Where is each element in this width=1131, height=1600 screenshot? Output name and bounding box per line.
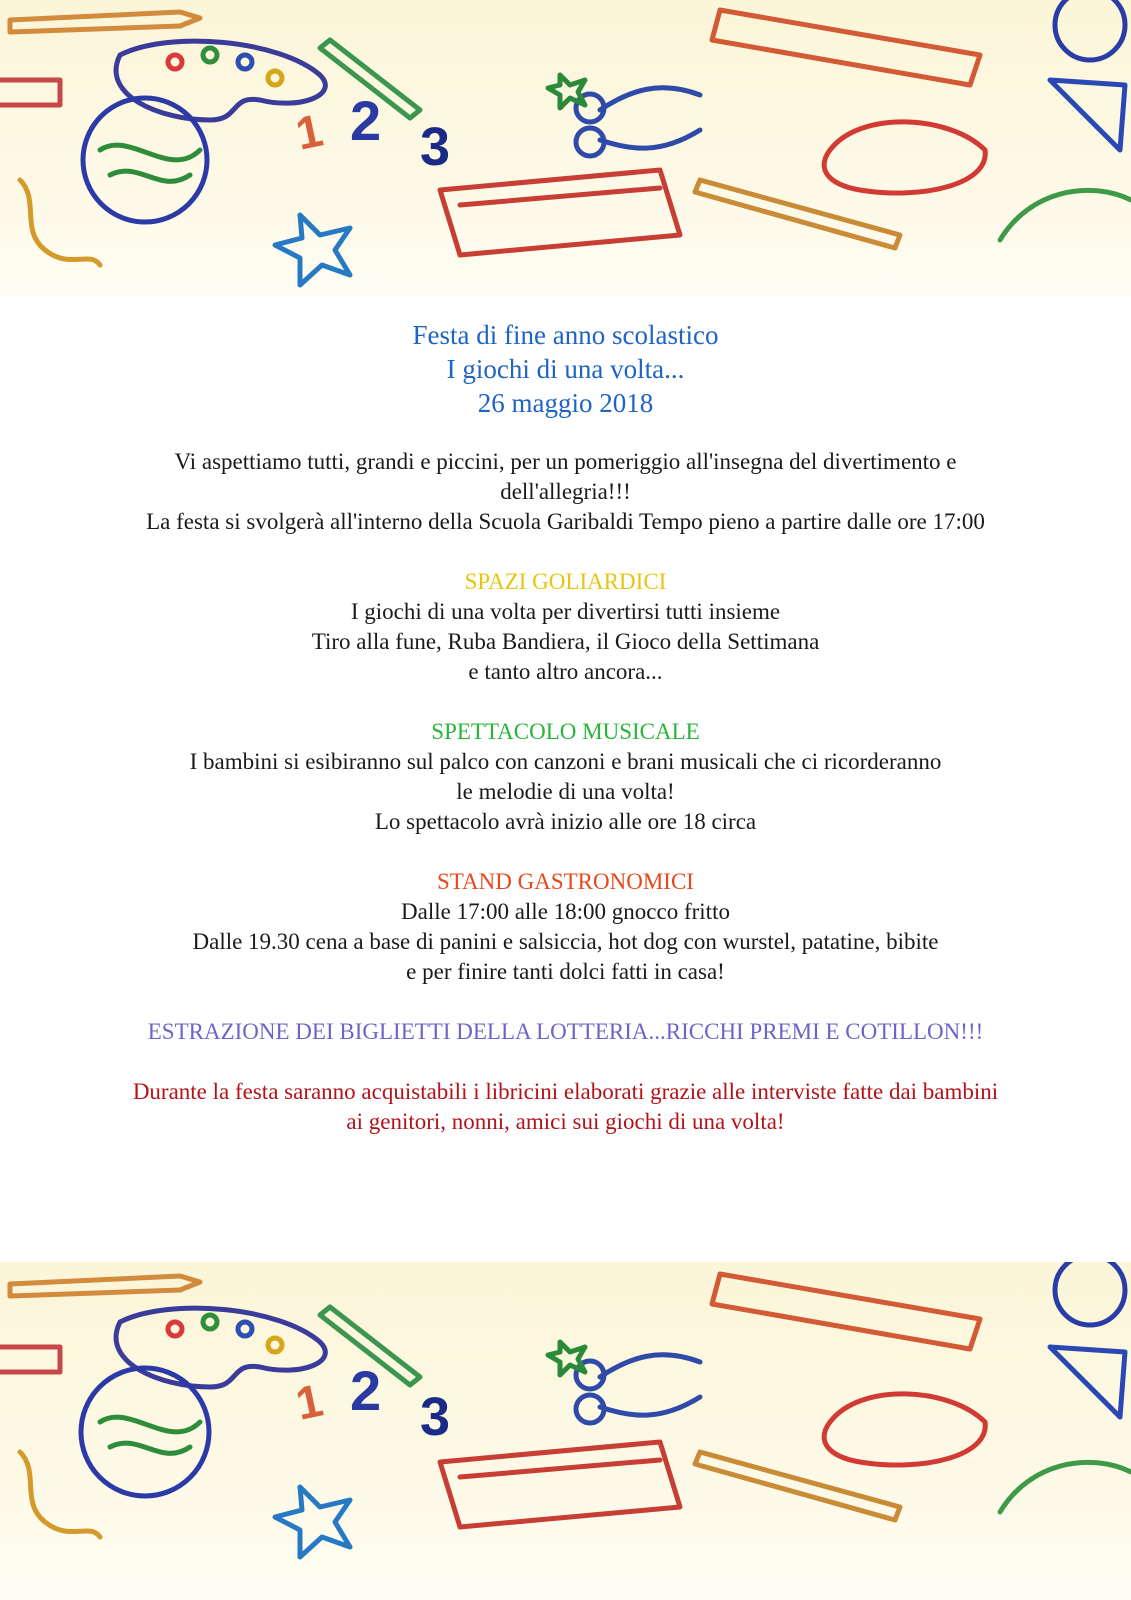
book-icon	[1000, 190, 1131, 240]
lotteria-announcement: ESTRAZIONE DEI BIGLIETTI DELLA LOTTERIA...RICCHI PREMI E COTILLON!!!	[147, 1019, 984, 1044]
apple-icon	[824, 1394, 985, 1465]
spettacolo-line-1: I bambini si esibiranno sul palco con canzoni e brani musicali che ci ricorderanno	[189, 749, 942, 774]
intro-line-2: dell'allegria!!!	[500, 479, 631, 504]
spettacolo-line-2: le melodie di una volta!	[456, 779, 675, 804]
star-icon	[275, 215, 350, 285]
book-icon	[1000, 1462, 1131, 1512]
ruler-icon	[0, 1347, 60, 1372]
small-star-icon	[548, 75, 585, 108]
ruler-icon-2	[712, 1274, 980, 1349]
intro-line-1: Vi aspettiamo tutti, grandi e piccini, per un pomeriggio all'insegna del divertimento e	[174, 449, 957, 474]
banner-digit-3: 3	[420, 117, 451, 177]
stand-line-2: Dalle 19.30 cena a base di panini e salsiccia, hot dog con wurstel, patatine, bibite	[192, 929, 939, 954]
spazi-line-1: I giochi di una volta per divertirsi tutti insieme	[350, 599, 781, 624]
apple-icon	[824, 122, 985, 193]
scissors-icon	[600, 1355, 700, 1415]
intro-line-3: La festa si svolgerà all'interno della Scuola Garibaldi Tempo pieno a partire dalle ore 17:00	[146, 509, 985, 534]
banner-digit-3: 3	[420, 1387, 451, 1447]
event-title: Festa di fine anno scolastico	[412, 320, 719, 350]
palette-icon	[116, 1308, 325, 1387]
banner-digit-1: 1	[291, 103, 328, 160]
globe-icon	[81, 1368, 209, 1496]
set-square-icon	[1050, 1347, 1125, 1417]
star-icon	[275, 1487, 350, 1557]
pencil-case-icon	[440, 1442, 680, 1527]
spazi-line-3: e tanto altro ancora...	[468, 659, 663, 684]
ruler-icon-2	[712, 10, 980, 85]
ruler-icon	[0, 80, 60, 105]
pencil-icon	[10, 12, 200, 32]
bottom-banner	[0, 1262, 1131, 1600]
stand-line-3: e per finire tanti dolci fatti in casa!	[406, 959, 725, 984]
event-date: 26 maggio 2018	[477, 388, 654, 418]
stand-line-1: Dalle 17:00 alle 18:00 gnocco fritto	[401, 899, 730, 924]
school-doodles-illustration-bottom	[0, 1262, 1131, 1600]
banner-digit-2: 2	[350, 89, 382, 152]
stand-heading: STAND GASTRONOMICI	[437, 869, 694, 894]
spazi-heading: SPAZI GOLIARDICI	[464, 569, 667, 594]
scissors-icon	[600, 88, 700, 148]
banner-digit-2: 2	[350, 1359, 382, 1422]
banner-digit-1: 1	[291, 1373, 328, 1430]
spettacolo-heading: SPETTACOLO MUSICALE	[431, 719, 700, 744]
spazi-line-2: Tiro alla fune, Ruba Bandiera, il Gioco della Settimana	[311, 629, 820, 654]
school-doodles-illustration	[0, 0, 1131, 296]
libricini-line-1: Durante la festa saranno acquistabili i libricini elaborati grazie alle interviste fatte dai bambini	[132, 1079, 999, 1104]
top-banner	[0, 0, 1131, 296]
pencil-case-icon	[440, 170, 680, 255]
spettacolo-line-3: Lo spettacolo avrà inizio alle ore 18 circa	[374, 809, 757, 834]
clock-icon	[1055, 1262, 1125, 1325]
small-star-icon	[548, 1342, 585, 1375]
set-square-icon	[1050, 80, 1125, 150]
pencil-icon	[10, 1276, 200, 1296]
clock-icon	[1055, 0, 1125, 60]
libricini-line-2: ai genitori, nonni, amici sui giochi di una volta!	[346, 1109, 785, 1134]
event-subtitle: I giochi di una volta...	[446, 354, 685, 384]
